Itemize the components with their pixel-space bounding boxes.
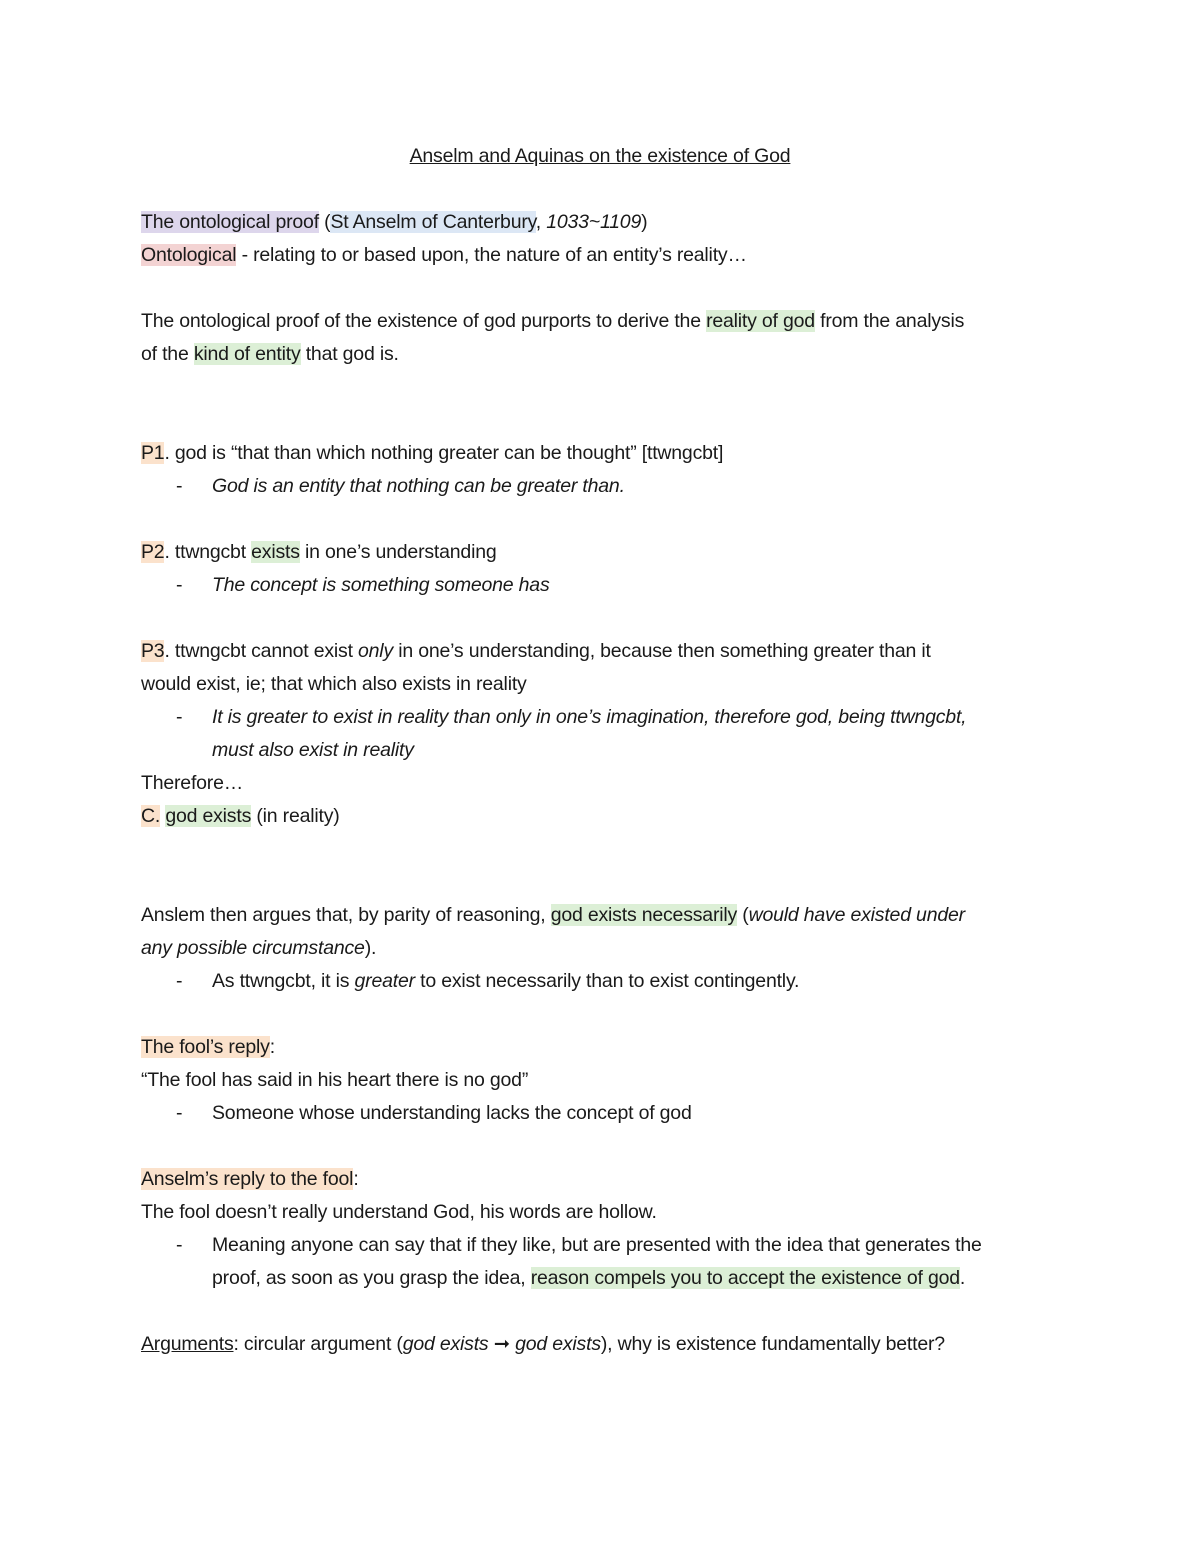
therefore-text: Therefore… — [141, 772, 244, 794]
highlight-god-exists: god exists — [165, 805, 252, 827]
premise-3-line-2: would exist, ie; that which also exists in reality — [141, 673, 527, 695]
emphasis-text: any possible circumstance — [141, 937, 365, 959]
colon: : — [353, 1168, 359, 1190]
anselm-reply-heading-line — [141, 1163, 359, 1196]
premise-3-note-1 — [212, 701, 966, 734]
premise-1-note — [212, 470, 625, 503]
premise-2-note — [212, 569, 550, 602]
premise-3-note-2 — [212, 734, 414, 767]
note-text: The concept is something someone has — [212, 574, 550, 596]
anselm-reply-heading: Anselm’s reply to the fool — [141, 1168, 354, 1190]
bullet-dash: - — [176, 970, 183, 992]
note-text: As ttwngcbt, it is — [212, 970, 355, 992]
anselm-reply-text: The fool doesn’t really understand God, his words are hollow. — [141, 1201, 657, 1223]
fool-heading: The fool’s reply — [141, 1036, 270, 1058]
bullet-dash: - — [176, 1234, 183, 1256]
premise-text: . ttwngcbt — [164, 541, 252, 563]
emphasis-greater: greater — [354, 970, 415, 992]
highlight-reality-of-god: reality of god — [706, 310, 815, 332]
colon: : — [269, 1036, 275, 1058]
section-heading-line — [141, 206, 647, 239]
author-dates: 1033~1109 — [546, 211, 642, 233]
definition-text: - relating to or based upon, the nature of an entity’s reality… — [236, 244, 747, 266]
bullet-dash: - — [176, 475, 183, 497]
necessity-line-1 — [141, 899, 965, 932]
definition-line — [141, 239, 747, 272]
premise-label: P2 — [141, 541, 165, 563]
paren: ( — [318, 211, 331, 233]
necessity-text: Anslem then argues that, by parity of reasoning, — [141, 904, 551, 926]
necessity-line-2 — [141, 932, 376, 965]
anselm-reply-note-2 — [212, 1262, 965, 1295]
purpose-text: of the — [141, 343, 194, 365]
premise-text: in one’s understanding, because then something greater than it — [393, 640, 931, 662]
document-title: Anselm and Aquinas on the existence of God — [409, 145, 791, 167]
arguments-text: ), why is existence fundamentally better? — [600, 1333, 945, 1355]
fool-note: Someone whose understanding lacks the concept of god — [212, 1102, 692, 1124]
premise-text: . god is “that than which nothing greater can be thought” [ttwngcbt] — [164, 442, 724, 464]
arguments-text: : circular argument ( — [233, 1333, 403, 1355]
fool-quote: “The fool has said in his heart there is no god” — [141, 1069, 529, 1091]
arrow-icon: ➞ — [488, 1333, 516, 1355]
highlight-kind-of-entity: kind of entity — [193, 343, 301, 365]
premise-text: in one’s understanding — [299, 541, 497, 563]
author-name: St Anselm of Canterbury — [330, 211, 536, 233]
premise-2 — [141, 536, 497, 569]
highlight-reason-compels: reason compels you to accept the existence of god — [530, 1267, 960, 1289]
emphasis-text: god exists — [402, 1333, 489, 1355]
note-text: must also exist in reality — [212, 739, 414, 761]
note-text: to exist necessarily than to exist contingently. — [414, 970, 800, 992]
highlight-exists: exists — [251, 541, 300, 563]
emphasis-only: only — [358, 640, 393, 662]
arguments-label: Arguments — [141, 1333, 234, 1355]
arguments-line — [141, 1328, 945, 1361]
bullet-dash: - — [176, 574, 183, 596]
paren: ). — [364, 937, 377, 959]
conclusion-text: (in reality) — [251, 805, 340, 827]
definition-term: Ontological — [141, 244, 237, 266]
note-text: It is greater to exist in reality than only in one’s imagination, therefore god, being ttwngcbt, — [212, 706, 967, 728]
conclusion-label: C. — [141, 805, 161, 827]
period: . — [959, 1267, 966, 1289]
note-text: God is an entity that nothing can be greater than. — [212, 475, 625, 497]
bullet-dash: - — [176, 1102, 183, 1124]
conclusion — [141, 800, 340, 833]
fool-heading-line — [141, 1031, 275, 1064]
comma: , — [535, 211, 547, 233]
anselm-reply-note-1: Meaning anyone can say that if they like, but are presented with the idea that generates the — [212, 1234, 982, 1256]
premise-label: P3 — [141, 640, 165, 662]
paren: ) — [641, 211, 648, 233]
purpose-line-2 — [141, 338, 399, 371]
purpose-text: that god is. — [300, 343, 399, 365]
purpose-text: The ontological proof of the existence of god purports to derive the — [141, 310, 707, 332]
purpose-text: from the analysis — [814, 310, 965, 332]
bullet-dash: - — [176, 706, 183, 728]
purpose-line-1 — [141, 305, 964, 338]
emphasis-text: would have existed under — [748, 904, 965, 926]
highlight-god-exists-necessarily: god exists necessarily — [550, 904, 738, 926]
premise-3 — [141, 635, 931, 668]
necessity-note — [212, 965, 799, 998]
emphasis-text: god exists — [515, 1333, 601, 1355]
premise-label: P1 — [141, 442, 165, 464]
section-heading: The ontological proof — [141, 211, 319, 233]
paren: ( — [737, 904, 749, 926]
premise-text: . ttwngcbt cannot exist — [164, 640, 359, 662]
premise-1 — [141, 437, 723, 470]
note-text: proof, as soon as you grasp the idea, — [212, 1267, 531, 1289]
